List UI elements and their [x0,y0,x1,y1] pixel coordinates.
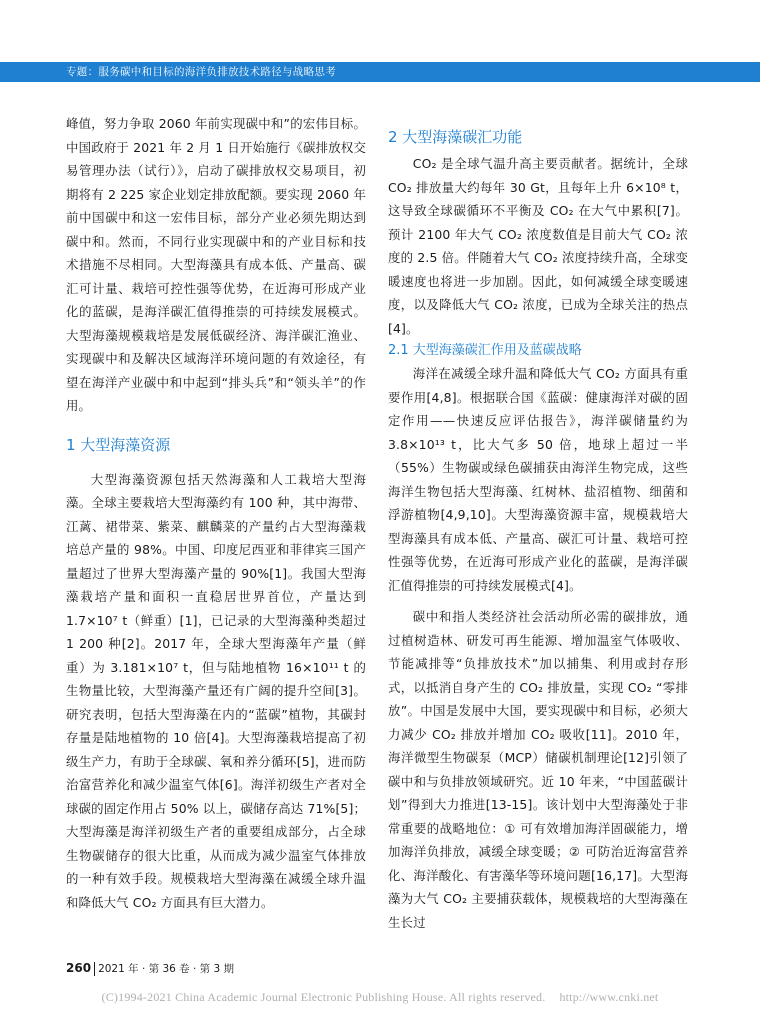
subsection-heading: 2.1 大型海藻碳汇作用及蓝碳战略 [388,343,582,358]
header-bar [0,62,760,82]
paragraph: 大型海藻资源包括天然海藻和人工栽培大型海藻。全球主要栽培大型海藻约有 100 种，其中海带、江蓠、裙带菜、紫菜、麒麟菜的产量约占大型海藻栽培总产量的 98%。中国、印度尼西亚和菲律宾三国产量超过了世界大型海藻产量的 90%[1]。我国大型海藻栽培产量和面积一直稳居世界首位，产量达到 1.7×10⁷ t（鲜重）[1]，已记录的大型海藻种类超过 1 200 种[2]。2017 年，全球大型海藻年产量（鲜重）为 3.181×10⁷ t，但与陆地植物 16×10¹¹ t 的生物量比较，大型海藻产量还有广阔的提升空间[3]。研究表明，包括大型海藻在内的“蓝碳”植物，其碳封存量是陆地植物的 10 倍[4]。大型海藻栽培提高了初级生产力，有助于全球碳、氧和养分循环[5]，进而防治富营养化和减少温室气体[6]。海洋初级生产者对全球碳的固定作用占 50% 以上，碳储存高达 71%[5]；大型海藻是海洋初级生产者的重要组成部分，占全球生物碳储存的很大比重，从而成为减少温室气体排放的一种有效手段。规模栽培大型海藻在减缓全球升温和降低大气 CO₂ 方面具有巨大潜力。 [66,471,366,910]
paragraph: 碳中和指人类经济社会活动所必需的碳排放，通过植树造林、研发可再生能源、增加温室气体吸收、节能减排等“负排放技术”加以捕集、利用或封存形式，以抵消自身产生的 CO₂ 排放量，实现 CO₂ “零排放”。中国是发展中大国，要实现碳中和目标，必须大力减少 CO₂ 排放并增加 CO₂ 吸收[11]。2010 年，海洋微型生物碳泵（MCP）储碳机制理论[12]引领了碳中和与负排放领域研究。近 10 年来，“中国蓝碳计划”得到大力推进[13-15]。该计划中大型海藻处于非常重要的战略地位：① 可有效增加海洋固碳能力，增加海洋负排放，减缓全球变暖；② 可防治近海富营养化、海洋酸化、有害藻华等环境问题[16,17]。大型海藻为大气 CO₂ 主要捕获载体，规模栽培的大型海藻在生长过 [388,609,688,930]
paragraph: 海洋在减缓全球升温和降低大气 CO₂ 方面具有重要作用[4,8]。根据联合国《蓝碳：健康海洋对碳的固定作用——快速反应评估报告》，海洋碳储量约为 3.8×10¹³ t，比大气多 50 倍，地球上超过一半（55%）生物碳或绿色碳捕获由海洋生物完成，这些海洋生物包括大型海藻、红树林、盐沼植物、细菌和浮游植物[4,9,10]。大型海藻资源丰富，规模栽培大型海藻具有成本低、产量高、碳汇可计量、栽培可控性强等优势，在近海可形成产业化的蓝碳，是海洋碳汇值得推崇的可持续发展模式[4]。 [388,366,688,593]
page-number: 260 [66,961,92,975]
copyright-text: (C)1994-2021 China Academic Journal Electronic Publishing House. All rights reserved. [101,990,546,1004]
footer-divider [94,962,95,976]
left-column [66,112,366,914]
header-title: 专题：服务碳中和目标的海洋负排放技术路径与战略思考 [66,66,336,78]
cnki-link[interactable]: http://www.cnki.net [559,990,659,1004]
section-heading: 2 大型海藻碳汇功能 [388,128,523,146]
copyright-notice [0,990,760,1005]
section-heading: 1 大型海藻资源 [66,435,171,454]
right-column [388,112,688,934]
issue-info: 2021 年 · 第 36 卷 · 第 3 期 [98,963,235,975]
paragraph: CO₂ 是全球气温升高主要贡献者。据统计，全球 CO₂ 排放量大约每年 30 Gt，且每年上升 6×10⁸ t，这导致全球碳循环不平衡及 CO₂ 在大气中累积[7]。预计 2100 年大气 CO₂ 浓度数值是目前大气 CO₂ 浓度的 2.5 倍。伴随着大气 CO₂ 浓度持续升高，全球变暖速度也将进一步加剧。因此，如何减缓全球变暖速度，以及降低大气 CO₂ 浓度，已成为全球关注的热点[4]。 [388,156,688,336]
paragraph: 峰值，努力争取 2060 年前实现碳中和”的宏伟目标。中国政府于 2021 年 2 月 1 日开始施行《碳排放权交易管理办法（试行）》，启动了碳排放权交易项目，初期将有 2 225 家企业划定排放配额。要实现 2060 年前中国碳中和这一宏伟目标，部分产业必须先期达到碳中和。然而，不同行业实现碳中和的产业目标和技术措施不尽相同。大型海藻具有成本低、产量高、碳汇可计量、栽培可控性强等优势，在近海可形成产业化的蓝碳，是海洋碳汇值得推崇的可持续发展模式。大型海藻规模栽培是发展低碳经济、海洋碳汇渔业、实现碳中和及解决区域海洋环境问题的有效途径，有望在海洋产业碳中和中起到“排头兵”和“领头羊”的作用。 [66,116,366,413]
page-footer [66,961,234,976]
